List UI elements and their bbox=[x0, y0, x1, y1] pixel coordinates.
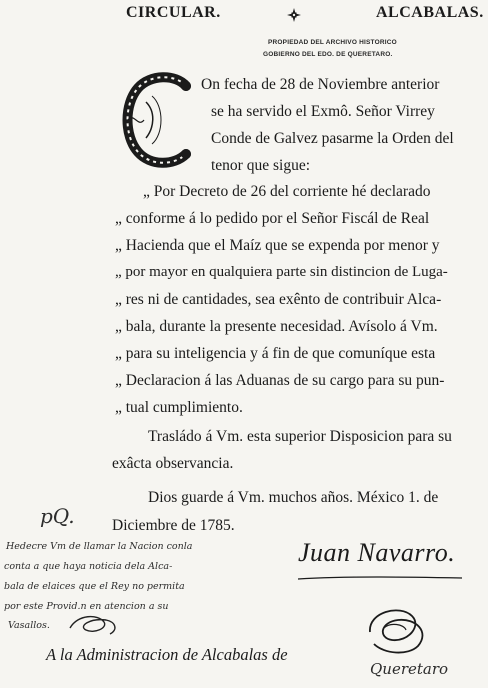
signature-underline bbox=[296, 568, 466, 578]
handwritten-note-line-2: conta a que haya noticia dela Alca- bbox=[4, 561, 173, 572]
handwritten-note-line-3: bala de elaices que el Rey no permita bbox=[4, 581, 185, 592]
body-line-11: „ para su inteligencia y á fin de que comuníque esta bbox=[115, 345, 436, 362]
cross-icon bbox=[286, 7, 302, 23]
decorative-initial-c bbox=[116, 72, 196, 168]
body-line-2: se ha servido el Exmô. Señor Virrey bbox=[211, 103, 435, 120]
body-line-12: „ Declaracion á las Aduanas de su cargo para su pun- bbox=[115, 372, 445, 389]
body-line-7: „ Hacienda que el Maíz que se expenda por menor y bbox=[115, 237, 440, 254]
handwritten-place: Queretaro bbox=[370, 660, 449, 678]
body-line-4: tenor que sigue: bbox=[211, 157, 311, 174]
header-left: CIRCULAR. bbox=[126, 4, 221, 21]
body-line-10: „ bala, durante la presente necesidad. Avísolo á Vm. bbox=[115, 318, 438, 335]
handwritten-note-line-5: Vasallos. bbox=[8, 620, 50, 631]
body-line-6: „ conforme á lo pedido por el Señor Fiscál de Real bbox=[115, 210, 430, 227]
archive-stamp-line1: PROPIEDAD DEL ARCHIVO HISTORICO bbox=[268, 39, 397, 46]
address-line: A la Administracion de Alcabalas de bbox=[46, 645, 288, 664]
body-line-1: On fecha de 28 de Noviembre anterior bbox=[201, 76, 440, 93]
body-line-8: „ por mayor en qualquiera parte sin distincion de Luga- bbox=[115, 264, 448, 280]
signature-rubric bbox=[360, 598, 436, 658]
header-right: ALCABALAS. bbox=[376, 4, 484, 21]
signature-name: Juan Navarro. bbox=[298, 538, 456, 567]
body-line-3: Conde de Galvez pasarme la Orden del bbox=[211, 130, 454, 147]
body-line-9: „ res ni de cantidades, sea exênto de contribuir Alca- bbox=[115, 291, 442, 308]
body-line-14: Trasládo á Vm. esta superior Disposicion para su bbox=[148, 428, 452, 445]
body-line-13: „ tual cumplimiento. bbox=[115, 399, 243, 416]
handwritten-note-line-4: por este Provid.n en atencion a su bbox=[4, 601, 169, 612]
handwritten-note-line-1: Hedecre Vm de llamar la Nacion conla bbox=[6, 541, 193, 552]
body-line-16: Dios guarde á Vm. muchos años. México 1. de bbox=[148, 489, 439, 506]
left-flourish bbox=[64, 610, 124, 640]
body-line-5: „ Por Decreto de 26 del corriente hé declarado bbox=[143, 183, 431, 200]
archive-stamp-line2: GOBIERNO DEL EDO. DE QUERETARO. bbox=[263, 51, 393, 58]
handwritten-initials: pQ. bbox=[40, 504, 75, 528]
body-line-17: Diciembre de 1785. bbox=[112, 517, 235, 534]
body-line-15: exâcta observancia. bbox=[112, 455, 234, 472]
